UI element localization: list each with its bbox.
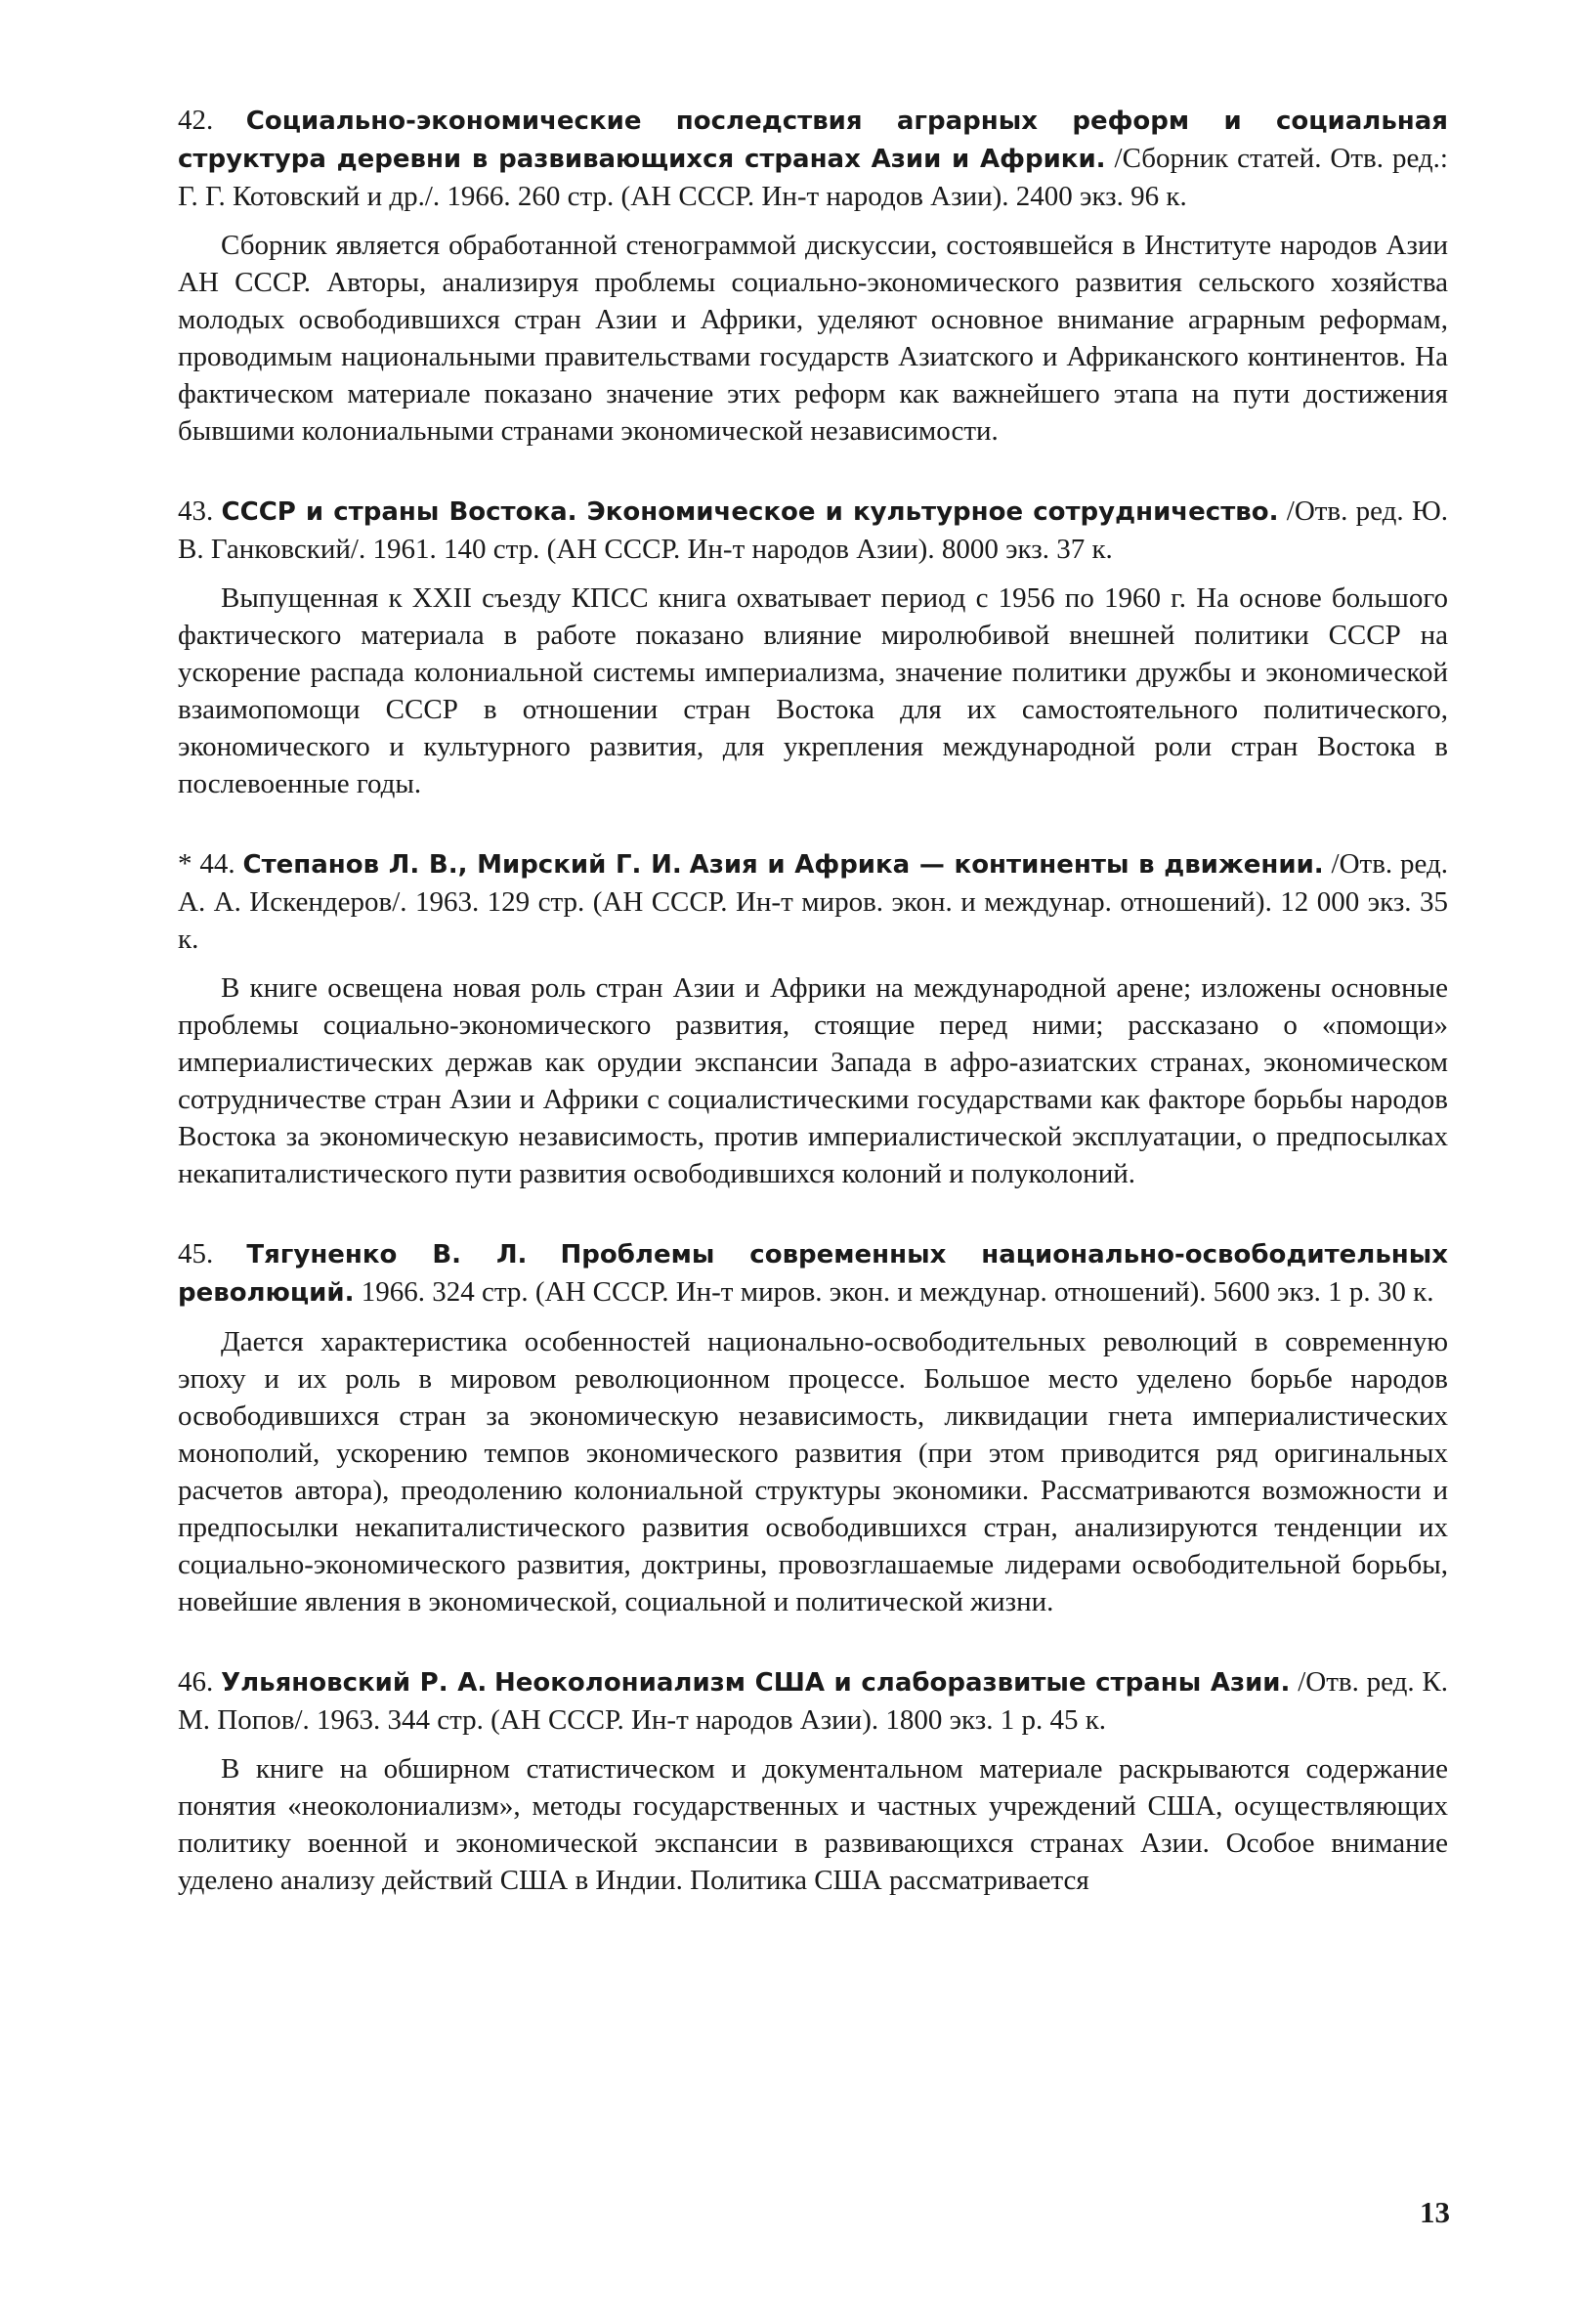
entry-number: 42. <box>178 105 214 136</box>
entry-number: * 44. <box>178 848 235 880</box>
entry-meta: /Отв. ред. Ю. В. Ганковский/. 1961. 140 стр. (АН СССР. Ин-т народов Азии). 8000 экз. 37 к. <box>178 495 1449 565</box>
entry-heading <box>178 845 1448 958</box>
entry-annotation: Дается характеристика особенностей национально-освободительных революций в современную эпоху и их роль в мировом революционном процессе. Большое место уделено борьбе народов освободившихся стран за экономическую независимость, ликвидации гнета империалистических монополий, ускорению темпов экономического развития (при этом приводится ряд оригинальных расчетов автора), преодолению колониальной структуры экономики. Рассматриваются возможности и предпосылки некапиталистического развития освободившихся стран, анализируются тенденции их социально-экономического развития, доктрины, провозглашаемые лидерами освободительной борьбы, новейшие явления в экономической, социальной и политической жизни. <box>178 1326 1448 1617</box>
entry-title: Проблемы современных национально-освободительных революций. <box>178 1240 1449 1308</box>
entry-heading <box>178 102 1448 215</box>
entry-meta: /Сборник статей. Отв. ред.: Г. Г. Котовский и др./. 1966. 260 стр. (АН СССР. Ин-т народов Азии). 2400 экз. 96 к. <box>178 143 1448 212</box>
entry-heading <box>178 1235 1448 1312</box>
entry-author: Ульяновский Р. А. <box>221 1668 488 1698</box>
entry-title: СССР и страны Востока. Экономическое и культурное сотрудничество. <box>221 497 1279 527</box>
document-page <box>178 102 1448 1942</box>
entry-title: Неоколониализм США и слаборазвитые страны Азии. <box>494 1668 1291 1698</box>
entry-title: Азия и Африка — континенты в движении. <box>689 850 1324 880</box>
entry-heading <box>178 1663 1448 1739</box>
bibliography-entry-45 <box>178 1235 1448 1620</box>
bibliography-entry-43 <box>178 493 1448 802</box>
bibliography-entry-44 <box>178 845 1448 1192</box>
page-number: 13 <box>1420 2195 1450 2229</box>
entry-meta: /Отв. ред. К. М. Попов/. 1963. 344 стр. (АН СССР. Ин-т народов Азии). 1800 экз. 1 р. 45 к. <box>178 1666 1449 1736</box>
entry-annotation: Выпущенная к XXII съезду КПСС книга охватывает период с 1956 по 1960 г. На основе большого фактического материала в работе показано влияние миролюбивой внешней политики СССР на ускорение распада колониальной системы империализма, значение политики дружбы и экономической взаимопомощи СССР в отношении стран Востока для их самостоятельного политического, экономического и культурного развития, для укрепления международной роли стран Востока в послевоенные годы. <box>178 582 1448 799</box>
entry-heading <box>178 493 1448 568</box>
entry-author: Степанов Л. В., Мирский Г. И. <box>242 850 682 880</box>
entry-meta: /Отв. ред. А. А. Искендеров/. 1963. 129 стр. (АН СССР. Ин-т миров. экон. и междунар. отношений). 12 000 экз. 35 к. <box>178 848 1449 955</box>
bibliography-entry-46 <box>178 1663 1448 1899</box>
entry-annotation: В книге на обширном статистическом и документальном материале раскрываются содержание понятия «неоколониализм», методы государственных и частных учреждений США, осуществляющих политику военной и экономической экспансии в развивающихся странах Азии. Особое внимание уделено анализу действий США в Индии. Политика США рассматривается <box>178 1753 1448 1896</box>
entry-author: Тягуненко В. Л. <box>246 1240 528 1270</box>
bibliography-entry-42 <box>178 102 1448 450</box>
entry-number: 43. <box>178 495 214 527</box>
entry-annotation: В книге освещена новая роль стран Азии и Африки на международной арене; изложены основные проблемы социально-экономического развития, стоящие перед ними; рассказано о «помощи» империалистических держав как орудии экспансии Запада в афро-азиатских странах, экономическом сотрудничестве стран Азии и Африки с социалистическими государствами как факторе борьбы народов Востока за экономическую независимость, против империалистической эксплуатации, о предпосылках некапиталистического пути развития освободившихся колоний и полуколоний. <box>178 972 1448 1189</box>
entry-annotation: Сборник является обработанной стенограммой дискуссии, состоявшейся в Институте народов Азии АН СССР. Авторы, анализируя проблемы социально-экономического развития сельского хозяйства молодых освободившихся стран Азии и Африки, уделяют основное внимание аграрным реформам, проводимым национальными правительствами государств Азиатского и Африканского континентов. На фактическом материале показано значение этих реформ как важнейшего этапа на пути достижения бывшими колониальными странами экономической независимости. <box>178 230 1448 447</box>
entry-meta: 1966. 324 стр. (АН СССР. Ин-т миров. экон. и междунар. отношений). 5600 экз. 1 р. 30 к. <box>354 1276 1434 1308</box>
entry-number: 45. <box>178 1238 214 1270</box>
entry-number: 46. <box>178 1666 214 1698</box>
entry-title: Социально-экономические последствия аграрных реформ и социальная структура деревни в развивающихся странах Азии и Африки. <box>178 107 1448 174</box>
